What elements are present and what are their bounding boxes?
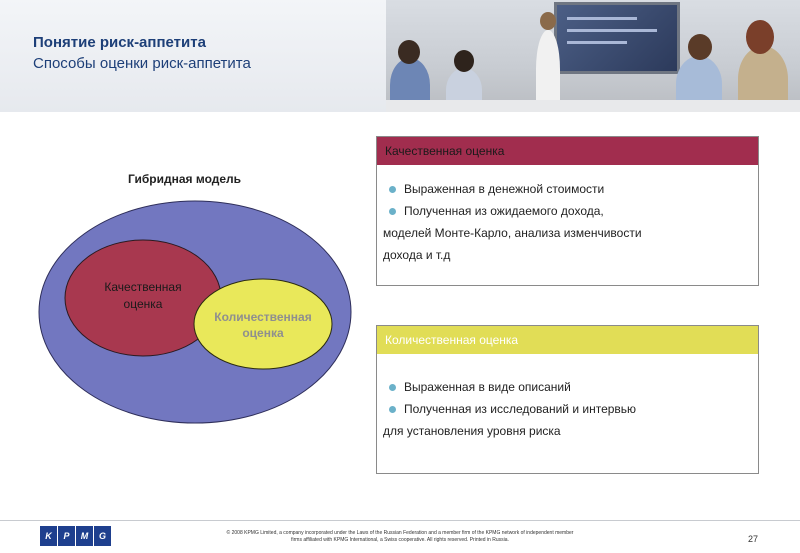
list-item-continuation: для установления уровня риска — [383, 424, 561, 438]
quantitative-box-title: Количественная оценка — [377, 326, 758, 354]
list-item: Выраженная в денежной стоимости — [383, 178, 758, 200]
bullet-icon — [389, 406, 396, 413]
qualitative-label-line2: оценка — [123, 297, 163, 311]
meeting-photo — [386, 0, 800, 112]
kpmg-logo: K P M G — [40, 526, 112, 546]
bullet-icon — [389, 186, 396, 193]
qualitative-box — [376, 136, 759, 286]
quantitative-label-line1: Количественная — [214, 310, 312, 324]
presentation-screen — [554, 2, 680, 74]
quantitative-box — [376, 325, 759, 474]
list-item-continuation: дохода и т.д — [383, 248, 451, 262]
qualitative-box-title: Качественная оценка — [377, 137, 758, 165]
quantitative-label-line2: оценка — [242, 326, 284, 340]
qualitative-label-line1: Качественная — [104, 280, 182, 294]
list-item: Выраженная в виде описаний — [383, 376, 758, 398]
header-band — [0, 0, 800, 112]
hybrid-model-diagram — [30, 195, 360, 430]
list-item-continuation: моделей Монте-Карло, анализа изменчивости — [383, 226, 642, 240]
list-item: Полученная из ожидаемого дохода, — [383, 200, 758, 222]
footer-divider — [0, 520, 800, 521]
diagram-title: Гибридная модель — [128, 172, 242, 186]
copyright-notice: © 2008 KPMG Limited, a company incorporated under the Laws of the Russian Federation and a member firm of the KPMG network of independent member firms affiliated with KPMG International, a Swiss cooperative. All rights reserved. Printed in Russia. — [226, 530, 574, 543]
quantitative-ellipse — [194, 279, 332, 369]
list-item: Полученная из исследований и интервью — [383, 398, 758, 420]
page-subtitle: Способы оценки риск-аппетита — [33, 55, 251, 72]
bullet-icon — [389, 384, 396, 391]
page-number: 27 — [748, 534, 759, 544]
page-title: Понятие риск-аппетита — [33, 34, 206, 51]
bullet-icon — [389, 208, 396, 215]
